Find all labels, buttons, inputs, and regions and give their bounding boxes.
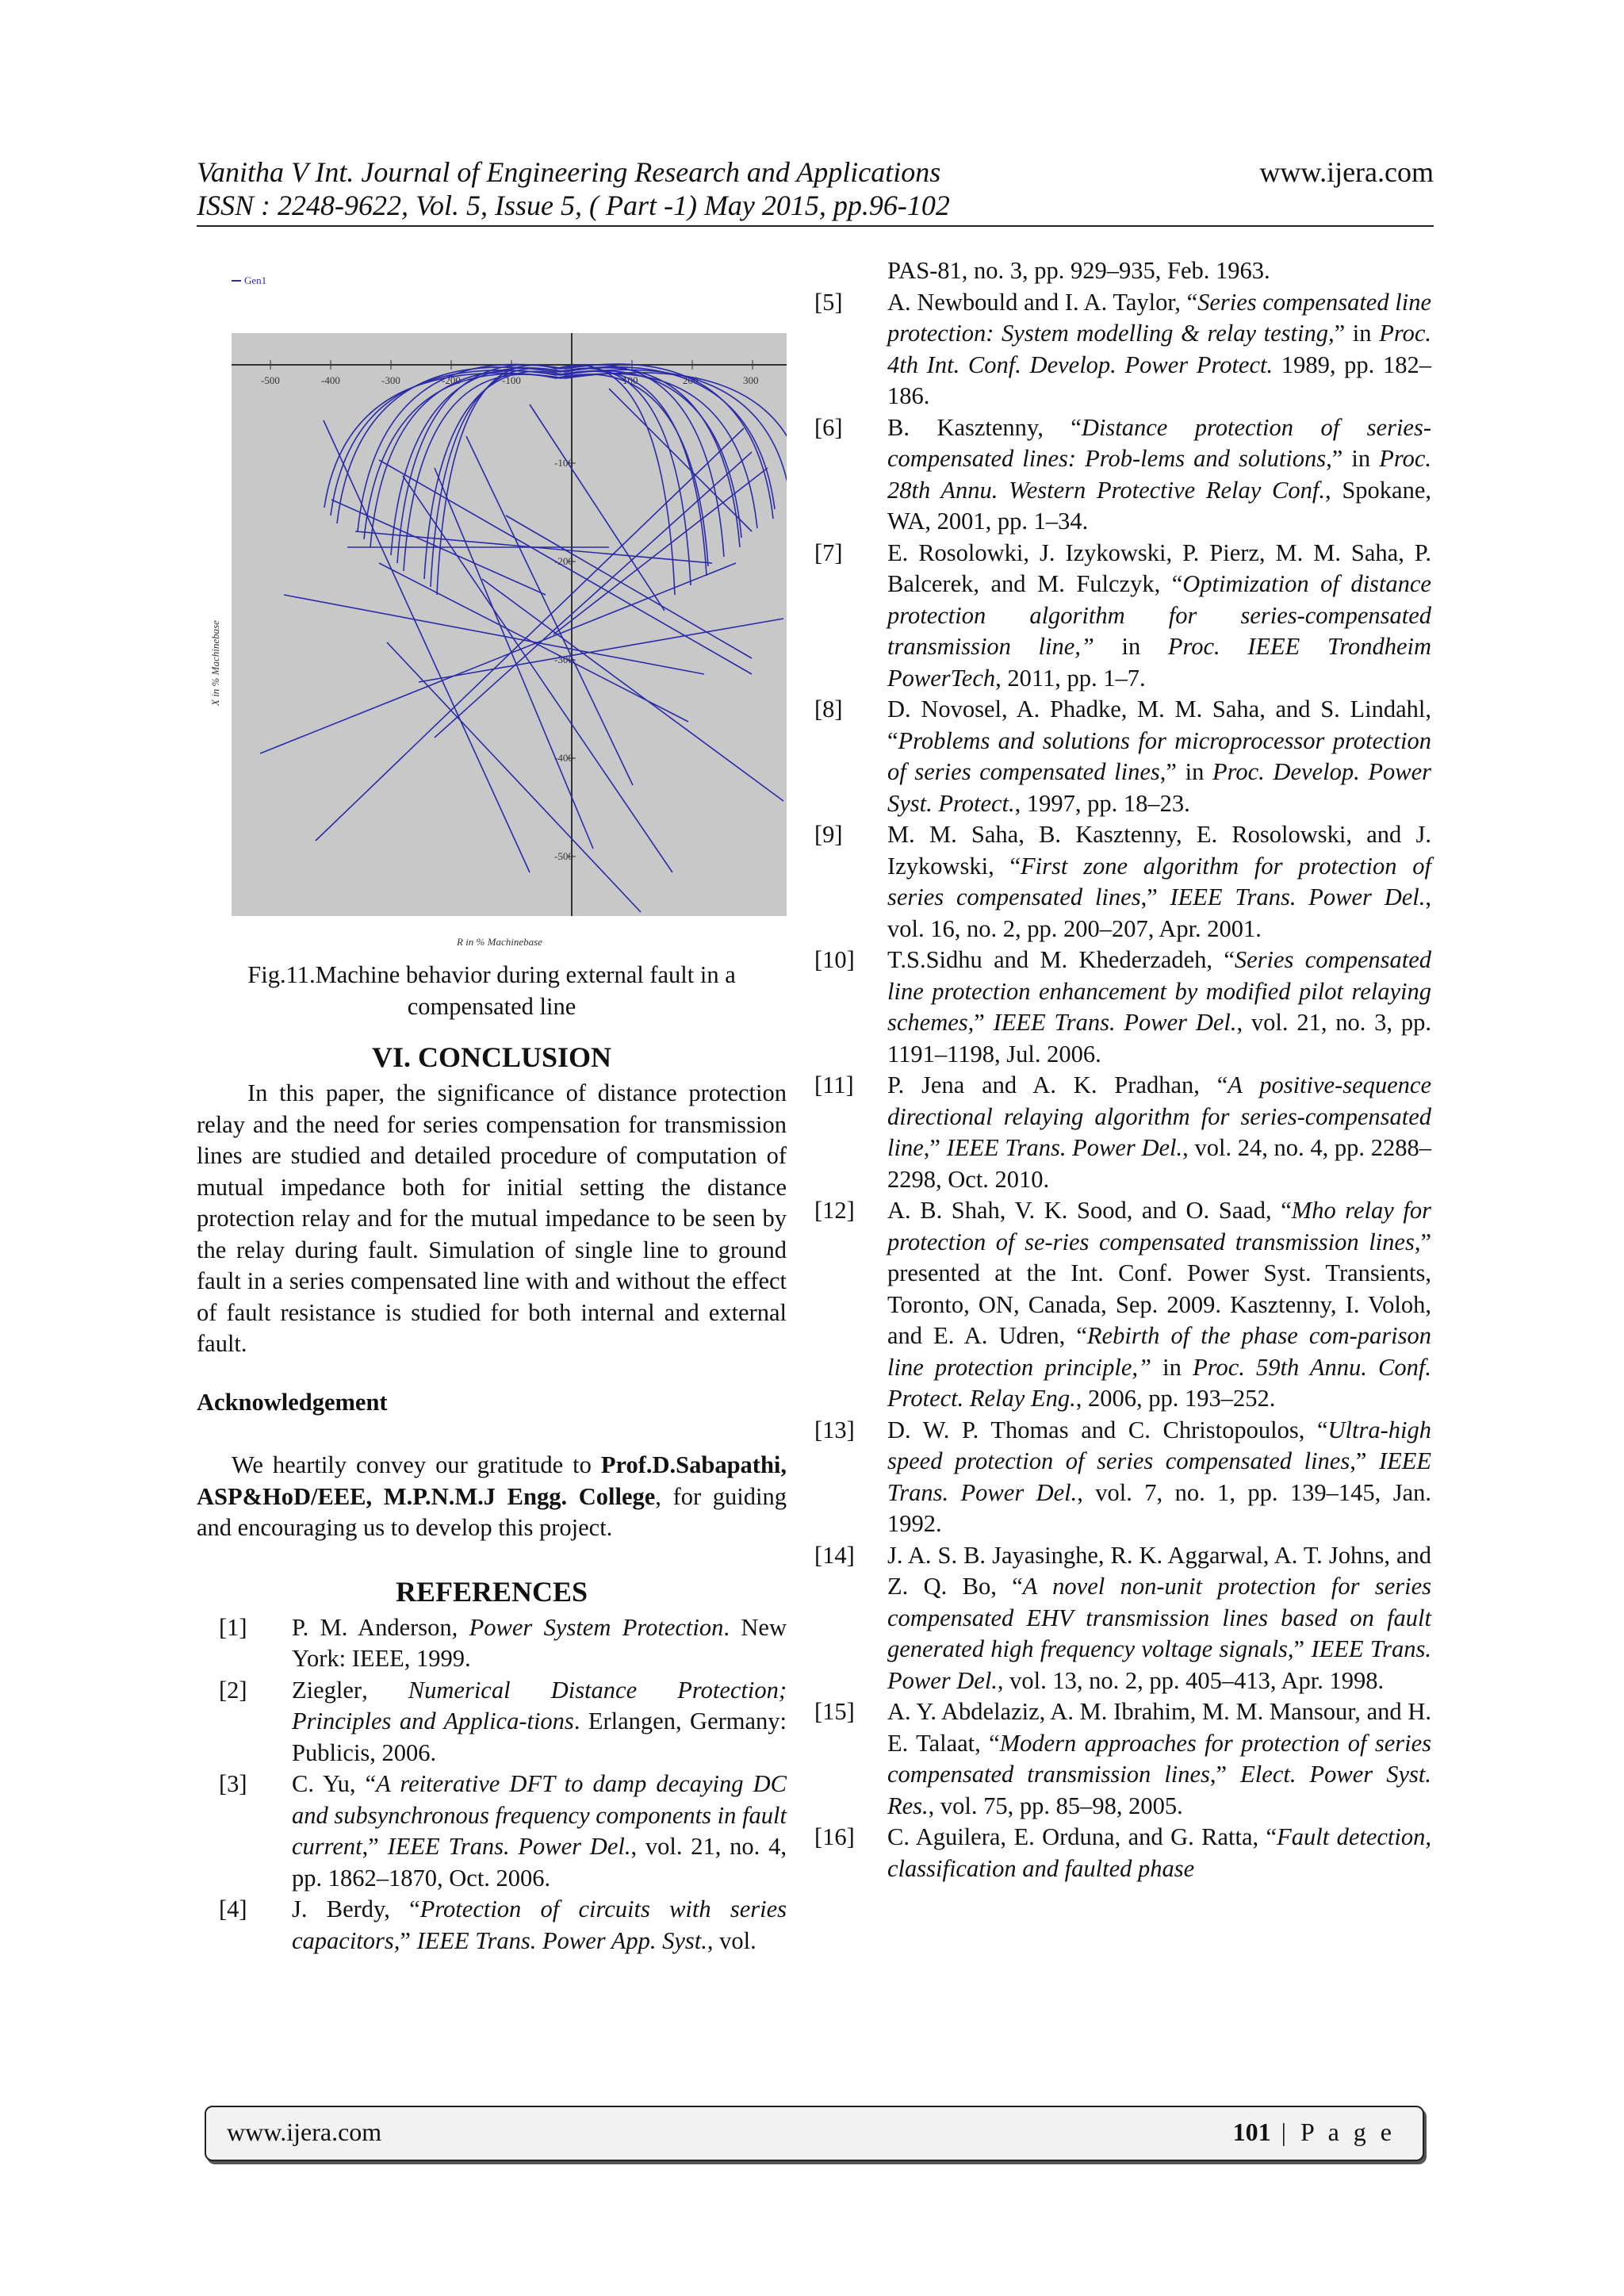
page-number: 101 | P a g e [1232, 2118, 1396, 2146]
running-header [197, 155, 1434, 222]
reference-6: [6] B. Kasztenny, “Distance protection of series-compensated lines: Prob-lems and solutions,” in Proc. 28th Annu. Western Protective Relay Conf., Spokane, WA, 2001, pp. 1–34. [814, 413, 1432, 535]
x-tick-label: 200 [683, 374, 699, 386]
reference-4-continued: PAS-81, no. 3, pp. 929–935, Feb. 1963. [887, 257, 1270, 284]
header-rule [197, 225, 1434, 227]
x-tick-label: -200 [442, 374, 461, 386]
conclusion-heading: VI. CONCLUSION [371, 1041, 612, 1073]
acknowledgement-body: We heartily convey our gratitude to Prof.D.Sabapathi, ASP&HoD/EEE, M.P.N.M.J Engg. College, for guiding and encouraging us to develop this project. [197, 1451, 787, 1541]
y-tick-label: -200 [554, 555, 573, 567]
reference-2: [2] Ziegler, Numerical Distance Protection; Principles and Applica-tions. Erlangen, Germany: Publicis, 2006. [219, 1676, 787, 1766]
y-tick-label: -500 [554, 850, 573, 862]
reference-3: [3] C. Yu, “A reiterative DFT to damp decaying DC and subsynchronous frequency components in fault current,” IEEE Trans. Power Del., vol. 21, no. 4, pp. 1862–1870, Oct. 2006. [219, 1770, 787, 1892]
reference-12: [12] A. B. Shah, V. K. Sood, and O. Saad, “Mho relay for protection of se-ries compensated transmission lines,” presented at the Int. Conf. Power Syst. Transients, Toronto, ON, Canada, Sep. 2009. Kasztenny, I. Voloh, and E. A. Udren, “Rebirth of the phase com-parison line protection principle,” in Proc. 59th Annu. Conf. Protect. Relay Eng., 2006, pp. 193–252. [814, 1197, 1431, 1412]
conclusion-body: In this paper, the significance of distance protection relay and the need for series compensation for transmission lines are studied and detailed procedure of computation of mutual impedance both for initial setting the distance protection relay and for the mutual impedance to be seen by the relay during fault. Simulation of single line to ground fault in a series compensated line with and without the effect of fault resistance is studied for both internal and external fault. [197, 1079, 787, 1357]
reference-8: [8] D. Novosel, A. Phadke, M. M. Saha, and S. Lindahl, “Problems and solutions for microprocessor protection of series compensated lines,” in Proc. Develop. Power Syst. Protect., 1997, pp. 18–23. [814, 696, 1432, 817]
reference-11: [11] P. Jena and A. K. Pradhan, “A positive-sequence directional relaying algorithm for series-compensated line,” IEEE Trans. Power Del., vol. 24, no. 4, pp. 2288–2298, Oct. 2010. [814, 1071, 1432, 1193]
reference-13: [13] D. W. P. Thomas and C. Christopoulos, “Ultra-high speed protection of series compensated lines,” IEEE Trans. Power Del., vol. 7, no. 1, pp. 139–145, Jan. 1992. [814, 1416, 1432, 1537]
x-tick-label: 100 [622, 374, 638, 386]
figure-caption: Fig.11.Machine behavior during external fault in a compensated line [247, 961, 736, 1020]
y-tick-label: -300 [554, 654, 573, 665]
acknowledged-person: Prof.D.Sabapathi, ASP&HoD/EEE, M.P.N.M.J Engg. College [197, 1451, 787, 1510]
journal-line: Vanitha V Int. Journal of Engineering Research and Applications [197, 156, 941, 188]
page-footer [205, 2106, 1424, 2161]
reference-14: [14] J. A. S. B. Jayasinghe, R. K. Aggarwal, A. T. Johns, and Z. Q. Bo, “A novel non-unit protection for series compensated EHV transmission lines based on fault generated high frequency voltage signals,” IEEE Trans. Power Del., vol. 13, no. 2, pp. 405–413, Apr. 1998. [814, 1541, 1432, 1694]
impedance-plot [197, 262, 787, 960]
y-tick-label: -100 [554, 457, 573, 469]
figure-11 [197, 262, 787, 960]
issn-line: ISSN : 2248-9622, Vol. 5, Issue 5, ( Part -1) May 2015, pp.96-102 [197, 190, 950, 221]
right-column [814, 255, 1431, 1884]
footer-url[interactable]: www.ijera.com [227, 2118, 382, 2146]
x-tick-label: -500 [261, 374, 280, 386]
x-axis-label: R in % Machinebase [457, 936, 542, 948]
y-tick-label: -400 [554, 752, 573, 764]
acknowledgement-heading: Acknowledgement [197, 1388, 388, 1416]
legend-entry: Gen1 [244, 274, 267, 286]
reference-10: [10] T.S.Sidhu and M. Khederzadeh, “Series compensated line protection enhancement by modified pilot relaying schemes,” IEEE Trans. Power Del., vol. 21, no. 3, pp. 1191–1198, Jul. 2006. [814, 946, 1431, 1068]
reference-1: [1] P. M. Anderson, Power System Protection. New York: IEEE, 1999. [219, 1613, 787, 1672]
x-tick-label: -100 [502, 374, 521, 386]
left-column [197, 262, 787, 1957]
x-tick-label: -300 [381, 374, 400, 386]
reference-9: [9] M. M. Saha, B. Kasztenny, E. Rosolowski, and J. Izykowski, “First zone algorithm for protection of series compensated lines,” IEEE Trans. Power Del., vol. 16, no. 2, pp. 200–207, Apr. 2001. [814, 821, 1432, 942]
reference-5: [5] A. Newbould and I. A. Taylor, “Series compensated line protection: System modelling & relay testing,” in Proc. 4th Int. Conf. Develop. Power Protect. 1989, pp. 182–186. [814, 288, 1432, 409]
references-heading: REFERENCES [395, 1575, 588, 1608]
reference-4: [4] J. Berdy, “Protection of circuits with series capacitors,” IEEE Trans. Power App. Syst., vol. [219, 1895, 787, 1954]
x-tick-label: -400 [321, 374, 340, 386]
reference-7: [7] E. Rosolowki, J. Izykowski, P. Pierz, M. M. Saha, P. Balcerek, and M. Fulczyk, “Optimization of distance protection algorithm for series-compensated transmission line,” in Proc. IEEE Trondheim PowerTech, 2011, pp. 1–7. [814, 539, 1431, 692]
reference-16: [16] C. Aguilera, E. Orduna, and G. Ratta, “Fault detection, classification and faulted phase [814, 1823, 1431, 1882]
x-tick-label: 300 [743, 374, 759, 386]
y-axis-label: X in % Machinebase [209, 620, 221, 706]
journal-url[interactable]: www.ijera.com [1259, 156, 1434, 188]
reference-15: [15] A. Y. Abdelaziz, A. M. Ibrahim, M. M. Mansour, and H. E. Talaat, “Modern approaches for protection of series compensated transmission lines,” Elect. Power Syst. Res., vol. 75, pp. 85–98, 2005. [814, 1698, 1432, 1819]
